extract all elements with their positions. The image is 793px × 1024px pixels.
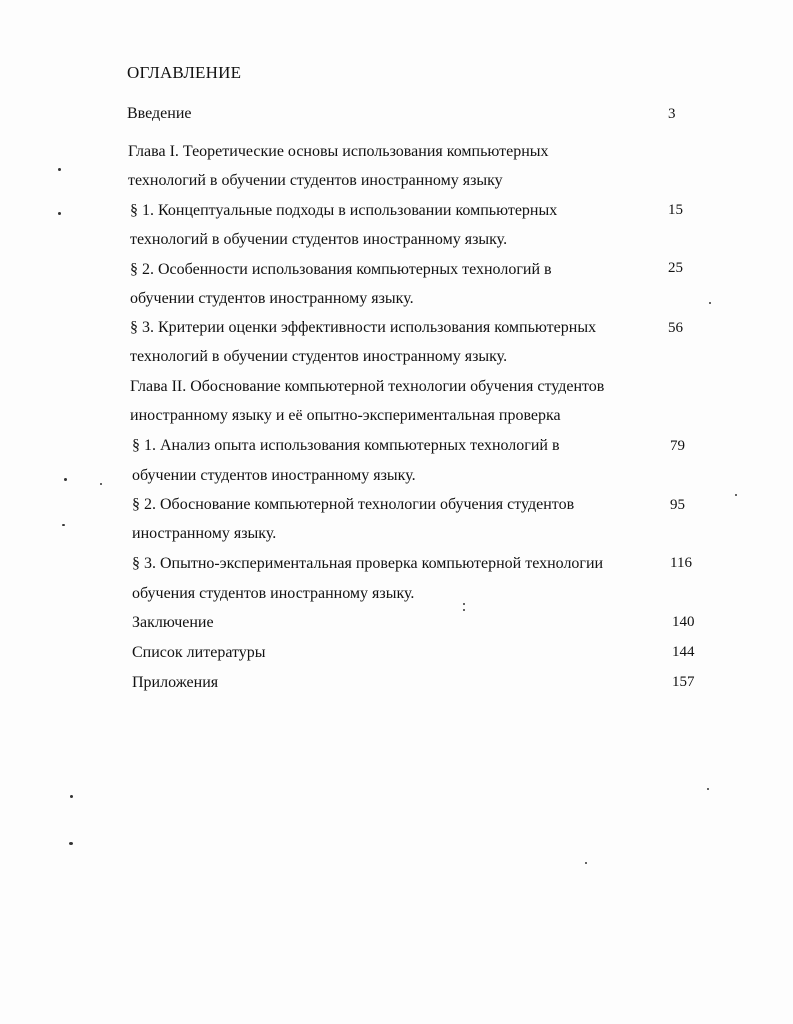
scan-speck (463, 603, 465, 605)
scan-speck (707, 788, 709, 790)
toc-entry-ch1-section-2-cont: обучении студентов иностранному языку. (130, 290, 414, 307)
toc-entry-ch1-section-3: § 3. Критерии оценки эффективности использования компьютерных (130, 319, 597, 336)
scan-speck (69, 842, 73, 845)
toc-entry-ch2-section-1: § 1. Анализ опыта использования компьютерных технологий в (132, 437, 560, 454)
scan-speck (58, 168, 61, 171)
toc-entry-ch2-section-2-cont: иностранному языку. (132, 525, 277, 542)
toc-entry-ch2-section-3: § 3. Опытно-экспериментальная проверка компьютерной технологии (132, 555, 604, 572)
toc-entry-ch2-section-1-cont: обучении студентов иностранному языку. (132, 467, 416, 484)
toc-page-number: 15 (668, 202, 683, 218)
toc-page-number: 3 (668, 106, 676, 122)
toc-entry-chapter-2-cont: иностранному языку и её опытно-экспериментальная проверка (130, 407, 561, 424)
scan-speck (100, 483, 102, 485)
page-title: ОГЛАВЛЕНИЕ (127, 63, 242, 82)
scan-speck (62, 524, 65, 526)
scan-speck (709, 302, 711, 304)
toc-entry-appendices: Приложения (132, 674, 219, 691)
toc-page-number: 144 (672, 644, 695, 660)
toc-page-number: 157 (672, 674, 695, 690)
scan-speck (585, 862, 587, 864)
scan-speck (58, 212, 61, 215)
toc-page-number: 116 (670, 555, 692, 571)
toc-page-number: 95 (670, 497, 685, 513)
scan-speck (64, 478, 67, 481)
toc-entry-bibliography: Список литературы (132, 644, 266, 661)
toc-page-number: 56 (668, 320, 683, 336)
toc-entry-ch1-section-1: § 1. Концептуальные подходы в использовании компьютерных (130, 202, 558, 219)
toc-entry-ch1-section-2: § 2. Особенности использования компьютерных технологий в (130, 261, 552, 278)
toc-entry-introduction: Введение (127, 105, 192, 122)
toc-entry-chapter-1-cont: технологий в обучении студентов иностранному языку (128, 172, 503, 189)
toc-entry-chapter-2: Глава II. Обоснование компьютерной технологии обучения студентов (130, 378, 605, 395)
scan-speck (463, 609, 465, 611)
toc-entry-ch2-section-3-cont: обучения студентов иностранному языку. (132, 585, 415, 602)
toc-entry-ch2-section-2: § 2. Обоснование компьютерной технологии обучения студентов (132, 496, 575, 513)
toc-page-number: 25 (668, 260, 683, 276)
scan-speck (735, 494, 737, 496)
toc-entry-conclusion: Заключение (132, 614, 214, 631)
toc-entry-chapter-1: Глава I. Теоретические основы использования компьютерных (128, 143, 549, 160)
toc-page-number: 79 (670, 438, 685, 454)
toc-entry-ch1-section-3-cont: технологий в обучении студентов иностранному языку. (130, 348, 508, 365)
scan-speck (70, 795, 73, 798)
toc-page-number: 140 (672, 614, 695, 630)
toc-entry-ch1-section-1-cont: технологий в обучении студентов иностранному языку. (130, 231, 508, 248)
